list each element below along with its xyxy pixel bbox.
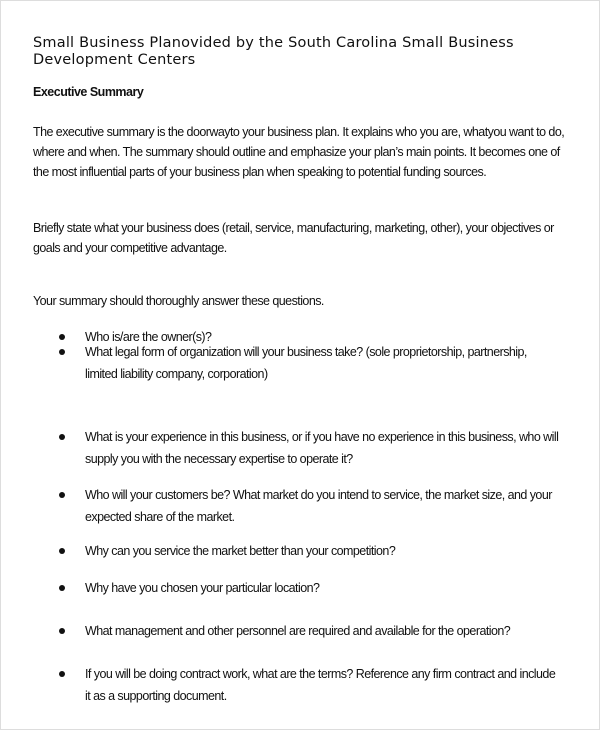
list-item — [59, 540, 559, 562]
bullet-icon — [59, 585, 65, 591]
list-item-text: If you will be doing contract work, what are the terms? Reference any firm contract and include it as a supporting document. — [85, 667, 556, 703]
bullet-icon — [59, 349, 65, 355]
list-item-text: Why can you service the market better than your competition? — [85, 544, 396, 558]
list-item-text: Why have you chosen your particular location? — [85, 581, 320, 595]
bullet-icon — [59, 492, 65, 498]
list-item-text: What is your experience in this business, or if you have no experience in this business, who will supply you with the necessary expertise to operate it? — [85, 430, 559, 466]
list-item — [59, 484, 559, 528]
list-item — [59, 663, 559, 707]
bullet-icon — [59, 628, 65, 634]
list-item-text: Who is/are the owner(s)? — [85, 330, 212, 344]
list-item — [59, 426, 559, 470]
list-item-text: Who will your customers be? What market do you intend to service, the market size, and your expected share of the market. — [85, 488, 552, 524]
bullet-icon — [59, 434, 65, 440]
list-item-text: What management and other personnel are required and available for the operation? — [85, 624, 511, 638]
bullet-icon — [59, 334, 65, 340]
list-item — [59, 341, 559, 385]
document-title: Small Business Planovided by the South Carolina Small Business Development Centers — [33, 35, 514, 68]
list-item — [59, 577, 559, 599]
section-heading: Executive Summary — [33, 85, 144, 99]
bullet-icon — [59, 671, 65, 677]
paragraph-business: Briefly state what your business does (retail, service, manufacturing, marketing, other), your objectives or goals and your competitive advantage. — [33, 221, 554, 255]
bullet-icon — [59, 548, 65, 554]
paragraph-questions: Your summary should thoroughly answer these questions. — [33, 294, 324, 308]
paragraph-intro: The executive summary is the doorwayto your business plan. It explains who you are, whatyou want to do, where and when. The summary should outline and emphasize your plan’s main points. It becomes one of the most influential parts of your business plan when speaking to potential funding sources. — [33, 125, 565, 179]
list-item — [59, 620, 559, 642]
list-item-text: What legal form of organization will your business take? (sole proprietorship, partnership, limited liability company, corporation) — [85, 345, 527, 381]
